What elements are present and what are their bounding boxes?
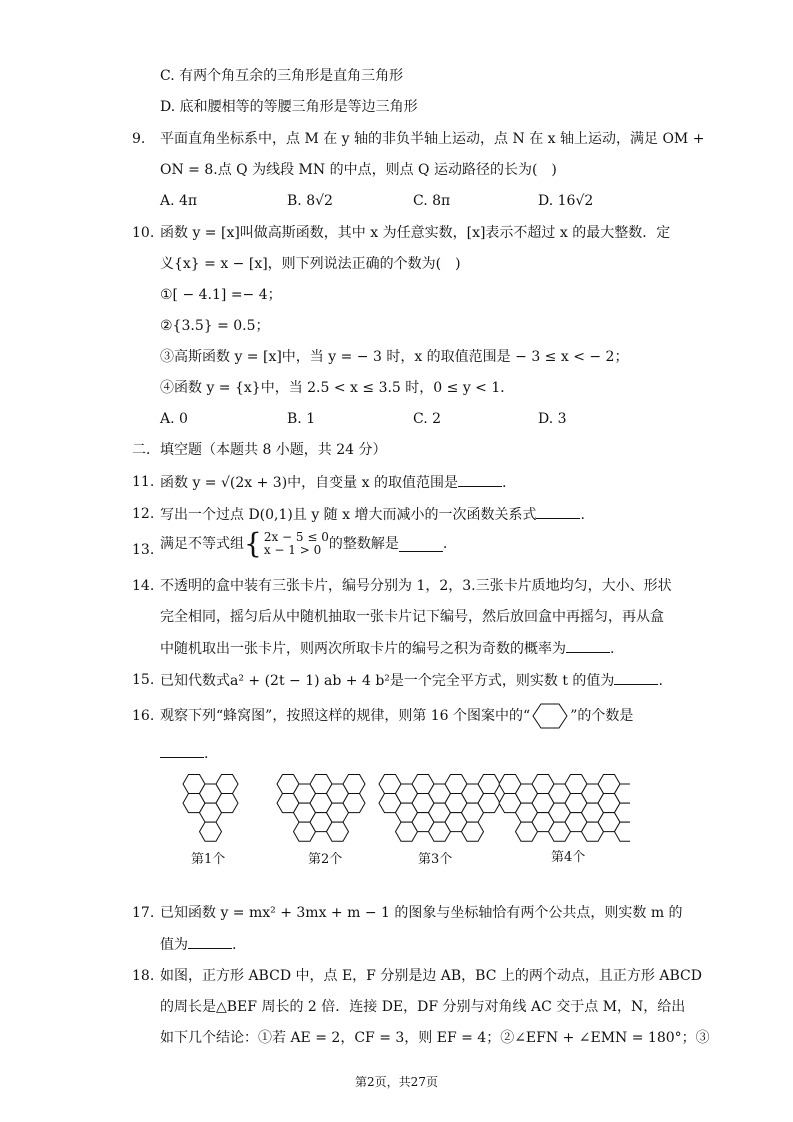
q12-stem: [160, 504, 585, 525]
q9-stem-line1: 平面直角坐标系中，点 M 在 y 轴的非负半轴上运动，点 N 在 x 轴上运动，满足 OM +: [160, 131, 705, 147]
q13-text: 满足不等式组: [160, 536, 244, 552]
q18-number: 18.: [132, 968, 155, 984]
q13-stem: [160, 527, 448, 560]
figure-2-hexagon: [327, 822, 349, 841]
q17-stem-line2: [160, 934, 236, 955]
q14-stem-line1: 不透明的盒中装有三张卡片，编号分别为 1，2，3.三张卡片质地均匀，大小、形状: [160, 578, 672, 594]
q10-option-a: A. 0: [160, 411, 188, 427]
q16-answer-line: [160, 743, 208, 764]
q14-answer-blank[interactable]: [566, 638, 610, 653]
q17-number: 17.: [132, 905, 155, 921]
q12-answer-blank[interactable]: [536, 504, 580, 519]
figure-caption-2: 第2个: [308, 852, 343, 867]
q10-stem-line1: 函数 y = [x]叫做高斯函数，其中 x 为任意实数，[x]表示不超过 x 的最大整数．定: [160, 225, 671, 241]
q12-number: 12.: [132, 506, 155, 522]
q11-stem: [160, 472, 506, 493]
q18-stem-line2: 的周长是△BEF 周长的 2 倍．连接 DE，DF 分别与对角线 AC 交于点 M，N，给出: [160, 999, 686, 1015]
q11-answer-blank[interactable]: [458, 472, 502, 487]
q16-answer-blank[interactable]: [160, 743, 204, 758]
q11-number: 11.: [132, 474, 155, 490]
q9-option-a: A. 4π: [160, 193, 198, 209]
q10-statement-4: ④函数 y = {x}中，当 2.5 < x ≤ 3.5 时，0 ≤ y < 1．: [160, 380, 515, 396]
figure-caption-4: 第4个: [551, 850, 586, 865]
q17-stem-line1: 已知函数 y = mx² + 3mx + m − 1 的图象与坐标轴恰有两个公共点，则实数 m 的: [160, 905, 683, 921]
q14-end: .: [610, 641, 615, 657]
inequality-system: [264, 531, 329, 557]
q10-stem-line2: 义{x} = x − [x]，则下列说法正确的个数为( ): [160, 256, 461, 272]
q13-end: .: [442, 536, 448, 552]
q11-end: .: [501, 475, 507, 491]
q10-number: 10.: [132, 225, 155, 241]
q16-text-after: ”的个数是: [570, 708, 634, 724]
figure-3-hexagon: [478, 775, 500, 794]
q15-end: .: [658, 673, 663, 689]
q17-end: .: [232, 937, 237, 953]
q15-stem: [160, 670, 663, 691]
q14-number: 14.: [132, 578, 155, 594]
q9-number: 9.: [132, 131, 146, 147]
q14-stem-line2: 完全相同，摇匀后从中随机抽取一张卡片记下编号，然后放回盒中再摇匀，再从盒: [160, 609, 664, 625]
q16-number: 16.: [132, 708, 155, 724]
figure-1-hexagon: [216, 775, 238, 794]
q9-option-c: C. 8π: [413, 193, 451, 209]
inequality-1: 2x − 5 ≤ 0: [263, 530, 329, 544]
honeycomb-figures: [170, 770, 630, 842]
q13-number: 13.: [132, 542, 155, 558]
system-brace: {: [244, 527, 262, 560]
page-footer: 第2页，共27页: [355, 1075, 438, 1089]
figure-1-hexagon: [200, 822, 222, 841]
figure-2-hexagon: [343, 794, 365, 813]
q12-end: .: [580, 507, 585, 523]
q15-answer-blank[interactable]: [614, 670, 658, 685]
q15-text: 已知代数式a² + (2t − 1) ab + 4 b²是一个完全平方式，则实数 t 的值为: [160, 673, 615, 689]
q17-text: 值为: [160, 937, 188, 953]
q13-answer-blank[interactable]: [399, 537, 443, 552]
q16-text: 观察下列“蜂窝图”，按照这样的规律，则第 16 个图案中的“: [160, 708, 531, 724]
q18-stem-line1: 如图，正方形 ABCD 中，点 E，F 分别是边 AB，BC 上的两个动点，且正方形 ABCD: [160, 968, 702, 984]
section-heading-fill-in: 二．填空题（本题共 8 小题，共 24 分）: [132, 442, 387, 458]
hexagon-icon: [532, 703, 568, 729]
q13-text-after: 的整数解是: [328, 536, 399, 552]
q16-end: .: [204, 746, 209, 762]
q10-option-d: D. 3: [538, 411, 567, 427]
q15-number: 15.: [132, 672, 155, 688]
q9-stem-line2: ON = 8.点 Q 为线段 MN 的中点，则点 Q 运动路径的长为( ): [160, 162, 557, 178]
figure-2-hexagon: [343, 775, 365, 794]
q14-text: 中随机取出一张卡片，则两次所取卡片的编号之积为奇数的概率为: [160, 641, 566, 657]
figure-3-hexagon: [478, 794, 500, 813]
q12-text: 写出一个过点 D(0,1)且 y 随 x 增大而减小的一次函数关系式: [160, 507, 537, 523]
q8-option-d: D. 底和腰相等的等腰三角形是等边三角形: [160, 99, 418, 115]
q8-option-c: C. 有两个角互余的三角形是直角三角形: [160, 68, 404, 84]
q10-statement-2: ②{3.5} = 0.5；: [160, 318, 270, 334]
inequality-2: x − 1 > 0: [263, 543, 322, 557]
q17-answer-blank[interactable]: [188, 934, 232, 949]
q10-statement-1: ①[ − 4.1] =− 4；: [160, 287, 282, 303]
figure-1-hexagon: [216, 794, 238, 813]
q14-stem-line3: [160, 638, 614, 659]
q9-option-d: D. 16√2: [538, 193, 594, 209]
q10-option-c: C. 2: [413, 411, 442, 427]
q10-option-b: B. 1: [287, 411, 316, 427]
figure-caption-1: 第1个: [191, 852, 226, 867]
figure-caption-3: 第3个: [418, 852, 453, 867]
figure-3-hexagon: [462, 822, 484, 841]
q16-stem: [160, 703, 633, 729]
q9-option-b: B. 8√2: [287, 193, 333, 209]
q10-statement-3: ③高斯函数 y = [x]中，当 y = − 3 时，x 的取值范围是 − 3 ≤ x < − 2；: [160, 349, 629, 365]
q18-stem-line3: 如下几个结论：①若 AE = 2，CF = 3，则 EF = 4；②∠EFN + ∠EMN = 180°；③: [160, 1030, 710, 1046]
q11-text: 函数 y = √(2x + 3)中，自变量 x 的取值范围是: [160, 475, 458, 491]
